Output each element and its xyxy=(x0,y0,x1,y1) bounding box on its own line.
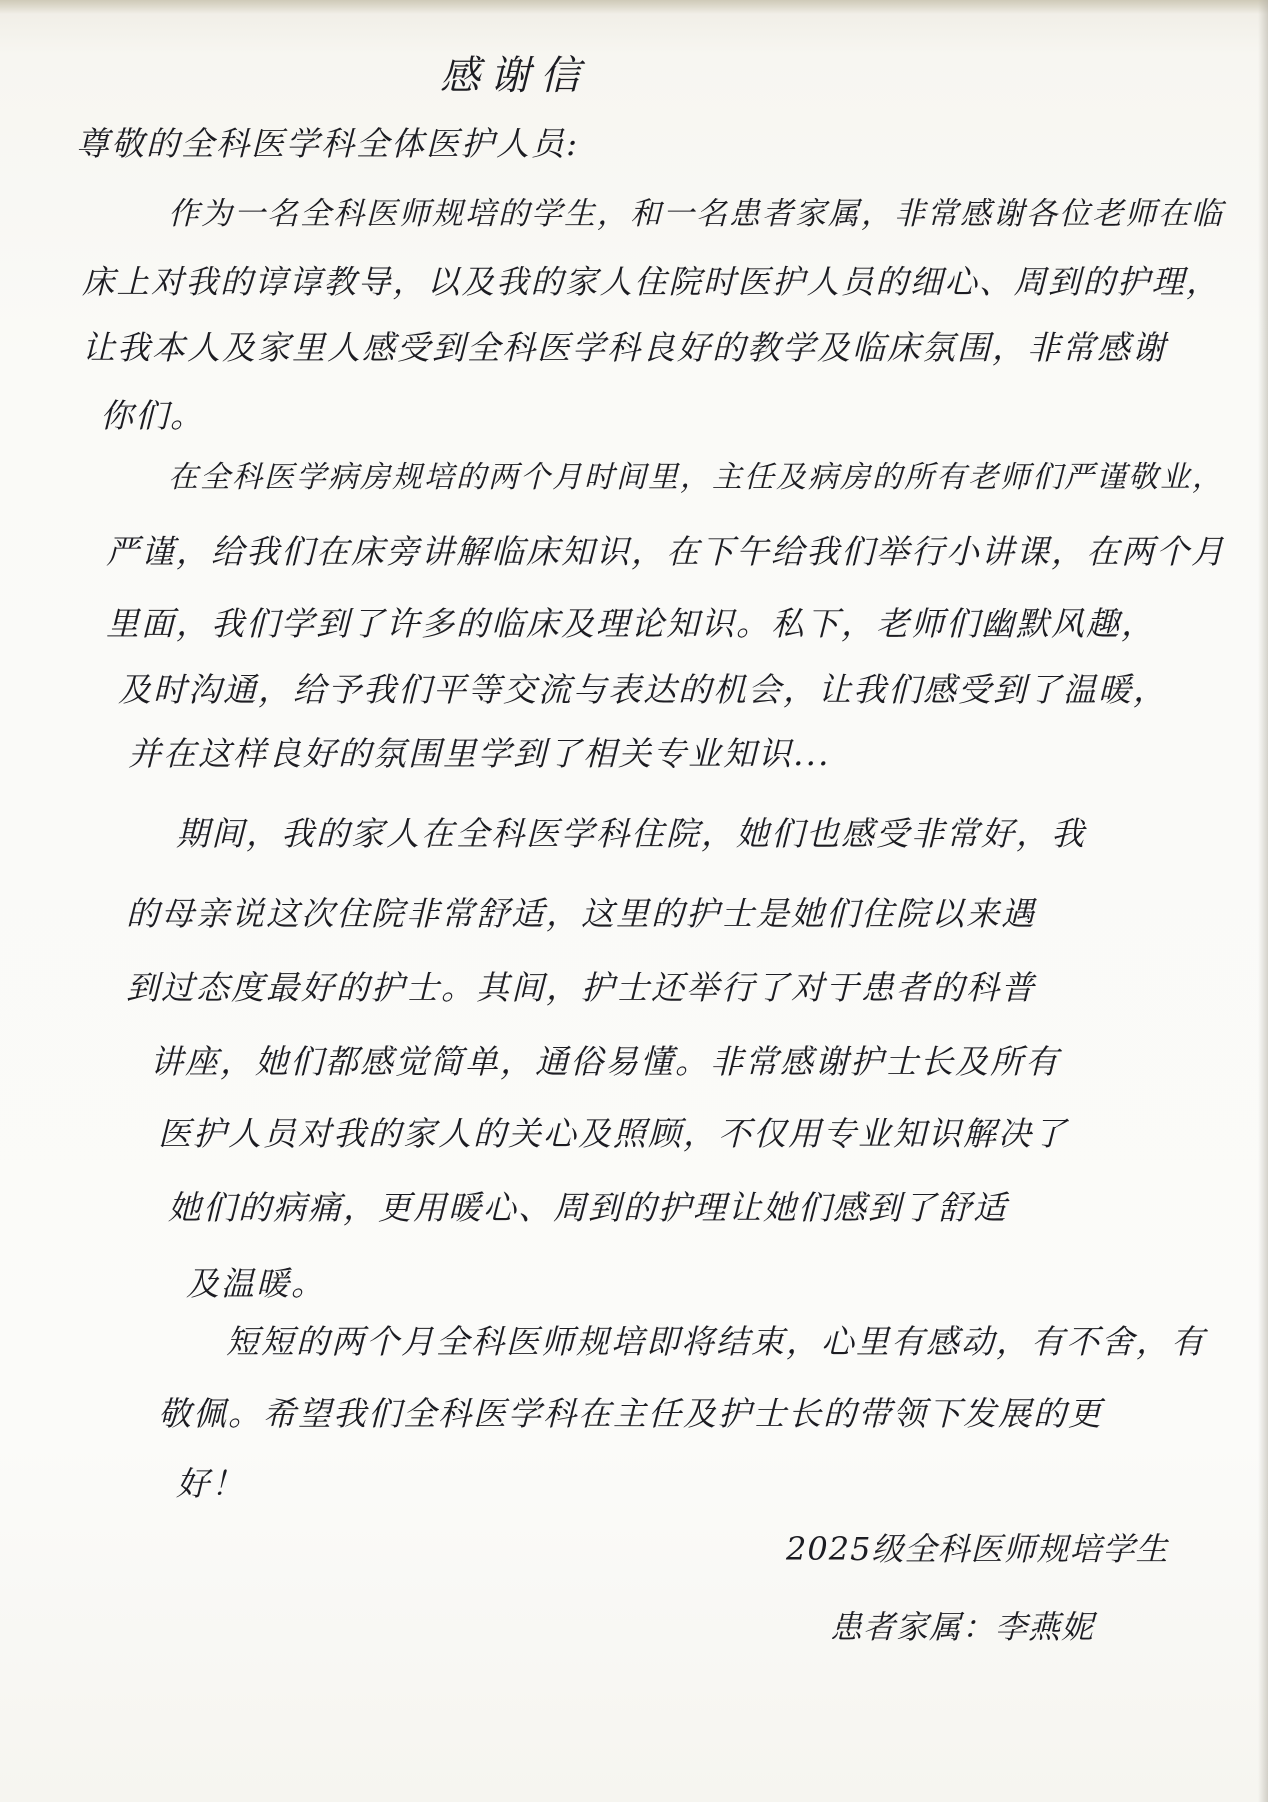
signature-program: 2025级全科医师规培学生 xyxy=(786,1530,1169,1568)
letter-title: 感谢信 xyxy=(440,53,590,99)
paragraph-line: 你们。 xyxy=(100,396,205,435)
paragraph-line: 讲座，她们都感觉简单，通俗易懂。非常感谢护士长及所有 xyxy=(150,1042,1060,1081)
salutation: 尊敬的全科医学科全体医护人员: xyxy=(76,124,580,163)
paragraph-line: 她们的病痛，更用暖心、周到的护理让她们感到了舒适 xyxy=(168,1188,1008,1227)
paragraph-line: 作为一名全科医师规培的学生，和一名患者家属，非常感谢各位老师在临 xyxy=(168,196,1224,232)
paragraph-line: 床上对我的谆谆教导，以及我的家人住院时医护人员的细心、周到的护理， xyxy=(82,263,1221,301)
paragraph-line: 及时沟通，给予我们平等交流与表达的机会，让我们感受到了温暖， xyxy=(118,670,1168,709)
paragraph-line: 让我本人及家里人感受到全科医学科良好的教学及临床氛围，非常感谢 xyxy=(82,328,1167,367)
paragraph-line: 并在这样良好的氛围里学到了相关专业知识... xyxy=(128,734,831,773)
paragraph-line: 到过态度最好的护士。其间，护士还举行了对于患者的科普 xyxy=(126,968,1036,1007)
paragraph-line: 好！ xyxy=(176,1464,246,1503)
paragraph-line: 医护人员对我的家人的关心及照顾，不仅用专业知识解决了 xyxy=(158,1114,1068,1153)
paragraph-line: 及温暖。 xyxy=(186,1264,326,1303)
paragraph-line: 严谨，给我们在床旁讲解临床知识，在下午给我们举行小讲课，在两个月 xyxy=(106,532,1226,571)
paragraph-line: 里面，我们学到了许多的临床及理论知识。私下，老师们幽默风趣， xyxy=(106,604,1156,643)
paragraph-line: 敬佩。希望我们全科医学科在主任及护士长的带领下发展的更 xyxy=(158,1394,1103,1433)
paragraph-line: 的母亲说这次住院非常舒适，这里的护士是她们住院以来遇 xyxy=(126,894,1036,933)
signature-name: 患者家属：李燕妮 xyxy=(830,1608,1095,1646)
paragraph-line: 短短的两个月全科医师规培即将结束，心里有感动，有不舍，有 xyxy=(226,1322,1206,1361)
paragraph-line: 在全科医学病房规培的两个月时间里，主任及病房的所有老师们严谨敬业， xyxy=(168,460,1224,495)
paragraph-line: 期间，我的家人在全科医学科住院，她们也感受非常好，我 xyxy=(176,814,1086,853)
